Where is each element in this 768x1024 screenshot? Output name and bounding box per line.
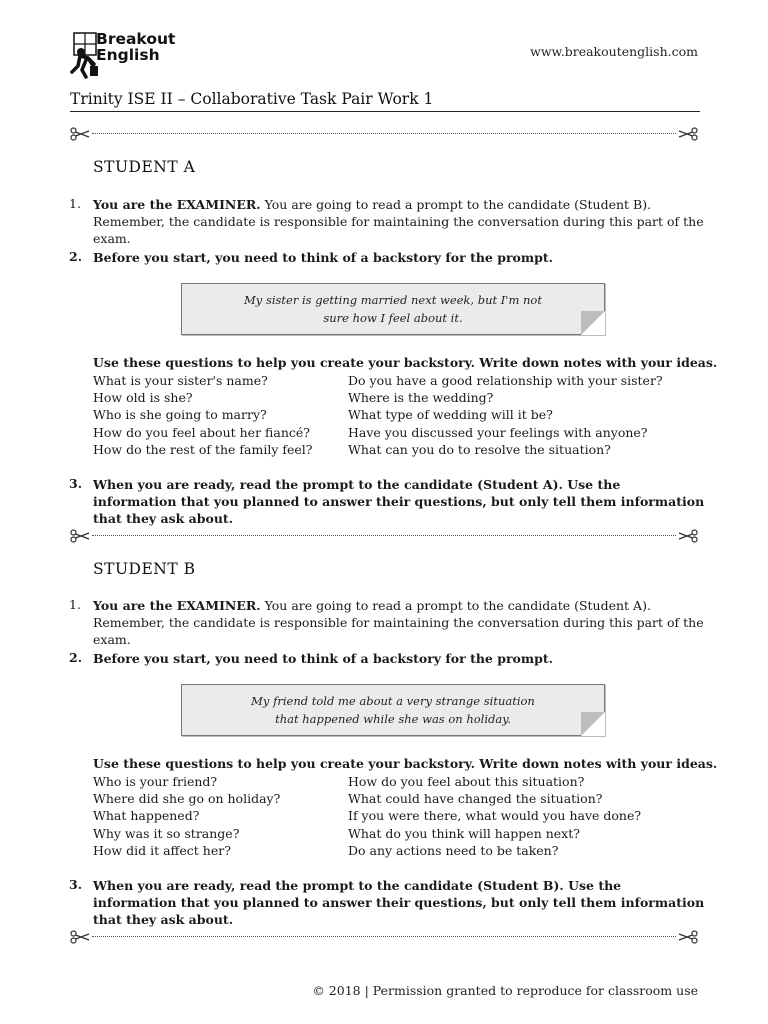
questions-right-column xyxy=(348,773,641,859)
scissors-icon xyxy=(678,529,698,543)
logo-wordmark xyxy=(96,31,175,63)
question-item: Have you discussed your feelings with anyone? xyxy=(348,424,648,440)
question-item: Who is she going to marry? xyxy=(93,407,267,423)
question-item: How do you feel about this situation? xyxy=(348,774,585,789)
question-item: What can you do to resolve the situation? xyxy=(348,441,611,457)
question-item: Do any actions need to be taken? xyxy=(348,842,559,858)
question-item: How did it affect her? xyxy=(93,842,231,858)
logo-line2: English xyxy=(96,46,160,64)
question-item: Do you have a good relationship with your sister? xyxy=(348,373,663,388)
question-item: How old is she? xyxy=(93,390,193,406)
student-a-item-2: Before you start, you need to think of a backstory for the prompt. xyxy=(93,250,553,265)
student-a-heading: STUDENT A xyxy=(93,158,196,176)
item-text: You are going to read a prompt to the candidate (Student B). Remember, the candidate is responsible for maintaining the conversation during this part of the exam. xyxy=(93,197,704,246)
scissors-icon xyxy=(70,529,90,543)
prompt-note xyxy=(181,684,605,736)
question-item: How do you feel about her fiancé? xyxy=(93,424,310,440)
cut-line xyxy=(70,529,698,543)
questions-heading: Use these questions to help you create your backstory. Write down notes with your ideas. xyxy=(93,355,718,370)
cut-line xyxy=(70,127,698,141)
questions-right-column xyxy=(348,372,663,458)
scissors-icon xyxy=(70,127,90,141)
student-a-item-1 xyxy=(93,196,705,247)
questions-left-column xyxy=(93,372,312,458)
item-number: 2. xyxy=(69,249,83,264)
questions-heading: Use these questions to help you create your backstory. Write down notes with your ideas. xyxy=(93,756,718,771)
question-item: If you were there, what would you have done? xyxy=(348,808,642,824)
title-underline xyxy=(70,111,700,112)
examiner-label: You are the EXAMINER. xyxy=(93,598,261,613)
item-number: 2. xyxy=(69,650,83,665)
prompt-line: My sister is getting married next week, but I'm not xyxy=(244,293,542,307)
prompt-line: My friend told me about a very strange situation xyxy=(251,694,535,708)
site-url[interactable]: www.breakoutenglish.com xyxy=(530,44,698,59)
student-b-item-2: Before you start, you need to think of a backstory for the prompt. xyxy=(93,651,553,666)
document-title: Trinity ISE II – Collaborative Task Pair Work 1 xyxy=(70,90,434,108)
student-a-item-3: When you are ready, read the prompt to the candidate (Student A). Use the information that you planned to answer their questions, but only tell them information that they ask about. xyxy=(93,477,705,526)
logo-line1: Breakout xyxy=(96,30,176,48)
question-item: What type of wedding will it be? xyxy=(348,407,553,423)
question-item: What happened? xyxy=(93,808,200,824)
questions-left-column xyxy=(93,773,280,859)
item-number: 3. xyxy=(69,877,83,892)
student-b-heading: STUDENT B xyxy=(93,560,196,578)
scissors-icon xyxy=(678,127,698,141)
examiner-label: You are the EXAMINER. xyxy=(93,197,261,212)
scissors-icon xyxy=(70,930,90,944)
item-number: 1. xyxy=(69,196,81,211)
prompt-line: that happened while she was on holiday. xyxy=(275,712,511,726)
scissors-icon xyxy=(678,930,698,944)
cut-line xyxy=(70,930,698,944)
question-item: Who is your friend? xyxy=(93,774,218,789)
item-number: 1. xyxy=(69,597,81,612)
question-item: How do the rest of the family feel? xyxy=(93,441,313,457)
student-b-item-1 xyxy=(93,597,705,648)
question-item: What is your sister's name? xyxy=(93,373,268,388)
prompt-line: sure how I feel about it. xyxy=(323,311,463,325)
copyright-footer: © 2018 | Permission granted to reproduce for classroom use xyxy=(312,983,698,998)
question-item: Why was it so strange? xyxy=(93,825,240,841)
item-text: You are going to read a prompt to the candidate (Student A). Remember, the candidate is responsible for maintaining the conversation during this part of the exam. xyxy=(93,598,704,647)
question-item: Where did she go on holiday? xyxy=(93,791,281,807)
question-item: What could have changed the situation? xyxy=(348,791,603,807)
prompt-note xyxy=(181,283,605,335)
student-b-item-3: When you are ready, read the prompt to the candidate (Student B). Use the information that you planned to answer their questions, but only tell them information that they ask about. xyxy=(93,878,705,927)
item-number: 3. xyxy=(69,476,83,491)
question-item: Where is the wedding? xyxy=(348,390,494,406)
question-item: What do you think will happen next? xyxy=(348,825,580,841)
